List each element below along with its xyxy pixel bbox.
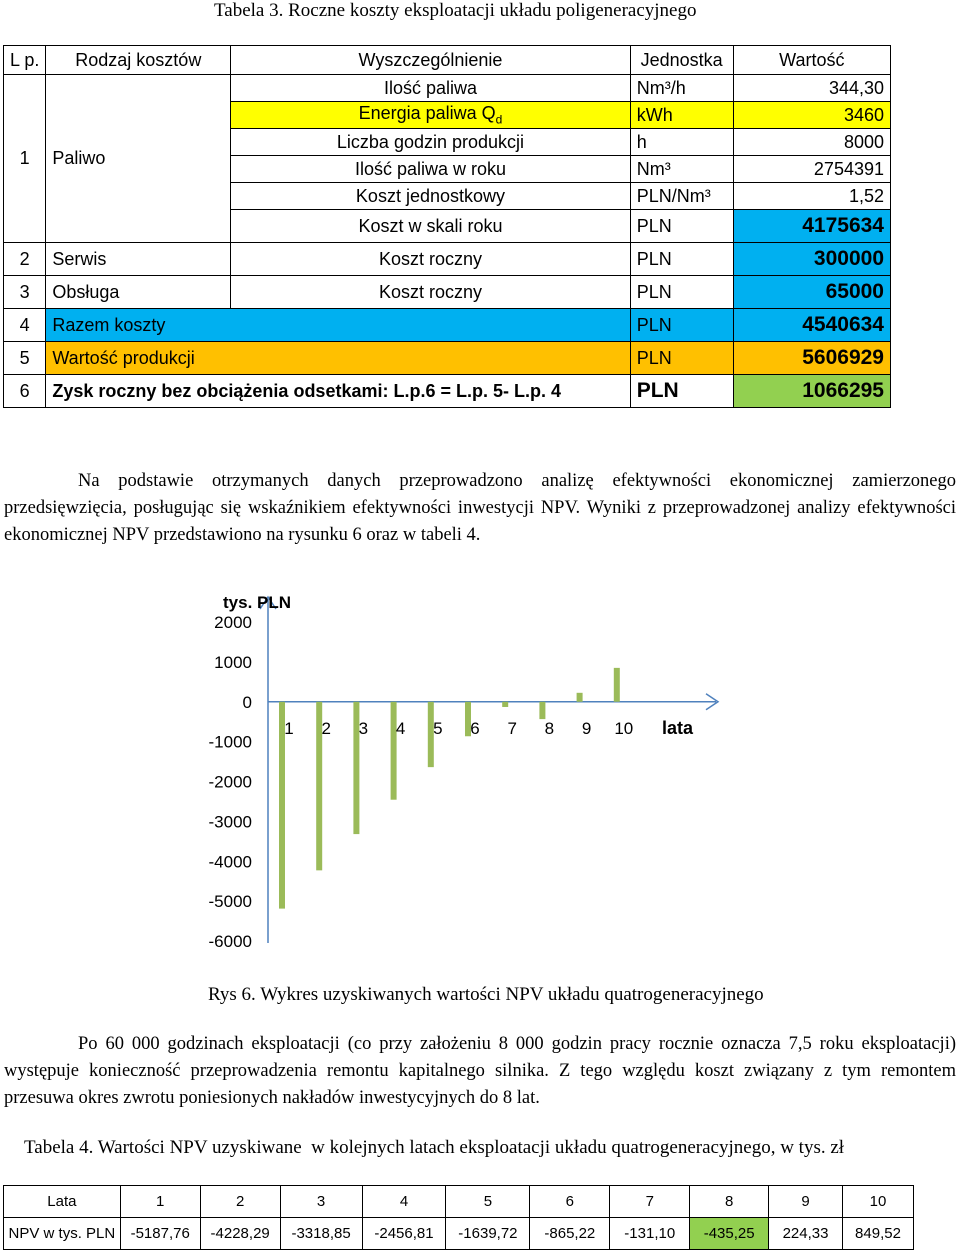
value-cell: 4175634: [733, 210, 890, 243]
npv-cell: -2456,81: [362, 1218, 446, 1250]
table-row: [4, 243, 891, 276]
y-tick-label: -4000: [208, 852, 252, 872]
header-value: Wartość: [733, 46, 890, 75]
unit-cell: PLN: [630, 210, 733, 243]
value-cell: 65000: [733, 276, 890, 309]
chart-axes: [260, 597, 718, 943]
year-cell: 3: [280, 1186, 362, 1218]
cost-type-cell: Obsługa: [46, 276, 231, 309]
lp-cell: 3: [4, 276, 46, 309]
x-tick-label: 10: [614, 718, 634, 738]
value-cell: 1,52: [733, 183, 890, 210]
paragraph-overhaul: Po 60 000 godzinach eksploatacji (co przy założeniu 8 000 godzin pracy rocznie oznacza 7,5 roku eksploatacji) występuje konieczność przeprowadzenia remontu kapitalnego silnika. Z tego względu koszt związany z tym remontem przesuwa okres zwrotu poniesionych nakładów inwestycyjnych do 8 lat.: [4, 1034, 956, 1108]
years-label: Lata: [4, 1186, 121, 1218]
table-row: [4, 75, 891, 102]
detail-cell: Ilość paliwa: [231, 75, 630, 102]
table-row: [4, 309, 891, 342]
x-tick-label: 1: [284, 718, 294, 738]
x-tick-label: 5: [433, 718, 443, 738]
y-tick-labels: [209, 613, 252, 951]
x-tick-label: 6: [470, 718, 480, 738]
header-detail: Wyszczególnienie: [231, 46, 630, 75]
y-tick-label: -1000: [208, 732, 252, 752]
lp-cell: 4: [4, 309, 46, 342]
table-row: [4, 342, 891, 375]
npv-cell: -865,22: [530, 1218, 610, 1250]
unit-cell: PLN/Nm³: [630, 183, 733, 210]
npv-cell-highlighted: -435,25: [690, 1218, 769, 1250]
cost-type-cell: Razem koszty: [46, 309, 630, 342]
value-cell: 8000: [733, 129, 890, 156]
chart-bars: [279, 668, 620, 909]
year-cell: 2: [200, 1186, 280, 1218]
value-cell: 2754391: [733, 156, 890, 183]
detail-cell: Ilość paliwa w roku: [231, 156, 630, 183]
x-tick-label: 8: [544, 718, 555, 738]
cost-type-cell: Serwis: [46, 243, 231, 276]
year-cell: 1: [120, 1186, 200, 1218]
lp-cell: 6: [4, 375, 46, 408]
npv-cell: -5187,76: [120, 1218, 200, 1250]
unit-cell: PLN: [630, 243, 733, 276]
unit-cell: Nm³/h: [630, 75, 733, 102]
figure-caption: Rys 6. Wykres uzyskiwanych wartości NPV układu quatrogeneracyjnego: [208, 984, 764, 1005]
detail-cell: Koszt roczny: [231, 243, 630, 276]
npv-label: NPV w tys. PLN: [4, 1218, 121, 1250]
value-cell: 5606929: [733, 342, 890, 375]
table4-caption: Tabela 4. Wartości NPV uzyskiwane w kolejnych latach eksploatacji układu quatrogeneracyjnego, w tys. zł: [24, 1137, 845, 1158]
table-row: [4, 375, 891, 408]
npv-cell: -131,10: [610, 1218, 690, 1250]
x-tick-label: 7: [507, 718, 517, 738]
npv-cell: 224,33: [769, 1218, 843, 1250]
y-tick-label: 0: [242, 692, 252, 712]
detail-cell: Energia paliwa $Q_d$: [231, 102, 630, 129]
detail-cell: Liczba godzin produkcji: [231, 129, 630, 156]
chart-bar: [577, 693, 583, 702]
year-cell: 4: [362, 1186, 446, 1218]
table4-years-row: [4, 1186, 914, 1218]
table4: [3, 1185, 914, 1250]
unit-cell: PLN: [630, 309, 733, 342]
header-lp: L p.: [4, 46, 46, 75]
y-tick-label: 2000: [214, 613, 252, 632]
table3-caption: Tabela 3. Roczne koszty eksploatacji układu poligeneracyjnego: [214, 0, 697, 21]
chart-bar: [539, 702, 545, 719]
npv-cell: -4228,29: [200, 1218, 280, 1250]
unit-cell: PLN: [630, 276, 733, 309]
npv-chart: [0, 585, 960, 965]
lp-cell: 5: [4, 342, 46, 375]
table4-npv-row: [4, 1218, 914, 1250]
chart-bar: [391, 702, 397, 800]
year-cell: 10: [843, 1186, 914, 1218]
cost-type-cell: Wartość produkcji: [46, 342, 630, 375]
value-cell: 1066295: [733, 375, 890, 408]
cost-type-cell: Zysk roczny bez obciążenia odsetkami: L.p.6 = L.p. 5- L.p. 4: [46, 375, 630, 408]
chart-bar: [614, 668, 620, 702]
x-tick-labels: [284, 719, 633, 738]
chart-bar: [502, 702, 508, 707]
header-unit: Jednostka: [630, 46, 733, 75]
year-cell: 8: [690, 1186, 769, 1218]
x-tick-label: 9: [581, 718, 592, 738]
npv-cell: -3318,85: [280, 1218, 362, 1250]
detail-cell: Koszt roczny: [231, 276, 630, 309]
detail-cell: Koszt w skali roku: [231, 210, 630, 243]
y-axis-label: tys. PLN: [223, 593, 292, 612]
paragraph-npv-intro: Na podstawie otrzymanych danych przeprowadzono analizę efektywności ekonomicznej zamierzonego przedsięwzięcia, posługując się wskaźnikiem efektywności inwestycji NPV. Wyniki z przeprowadzonej analizy efektywności ekonomicznej NPV przedstawiono na rysunku 6 oraz w tabeli 4.: [4, 471, 956, 545]
x-axis-label: lata: [662, 718, 694, 738]
unit-cell: Nm³: [630, 156, 733, 183]
table-row: [4, 276, 891, 309]
y-tick-label: -5000: [208, 892, 252, 912]
lp-cell: 1: [4, 75, 46, 243]
x-tick-label: 4: [395, 718, 406, 738]
y-tick-label: -2000: [208, 772, 252, 792]
value-cell: 300000: [733, 243, 890, 276]
unit-cell: kWh: [630, 102, 733, 129]
y-tick-label: -6000: [208, 932, 252, 951]
y-tick-label: -3000: [208, 812, 252, 832]
table3-header-row: [4, 46, 891, 75]
npv-cell: 849,52: [843, 1218, 914, 1250]
unit-cell: PLN: [630, 375, 733, 408]
year-cell: 7: [610, 1186, 690, 1218]
lp-cell: 2: [4, 243, 46, 276]
x-tick-label: 3: [358, 718, 369, 738]
cost-type-cell: Paliwo: [46, 75, 231, 243]
unit-cell: h: [630, 129, 733, 156]
unit-cell: PLN: [630, 342, 733, 375]
detail-cell: Koszt jednostkowy: [231, 183, 630, 210]
year-cell: 5: [446, 1186, 530, 1218]
table3: [3, 45, 891, 408]
y-tick-label: 1000: [214, 652, 252, 672]
x-tick-label: 2: [321, 718, 331, 738]
year-cell: 9: [769, 1186, 843, 1218]
npv-cell: -1639,72: [446, 1218, 530, 1250]
value-cell: 4540634: [733, 309, 890, 342]
value-cell: 3460: [733, 102, 890, 129]
header-cost-type: Rodzaj kosztów: [46, 46, 231, 75]
year-cell: 6: [530, 1186, 610, 1218]
value-cell: 344,30: [733, 75, 890, 102]
